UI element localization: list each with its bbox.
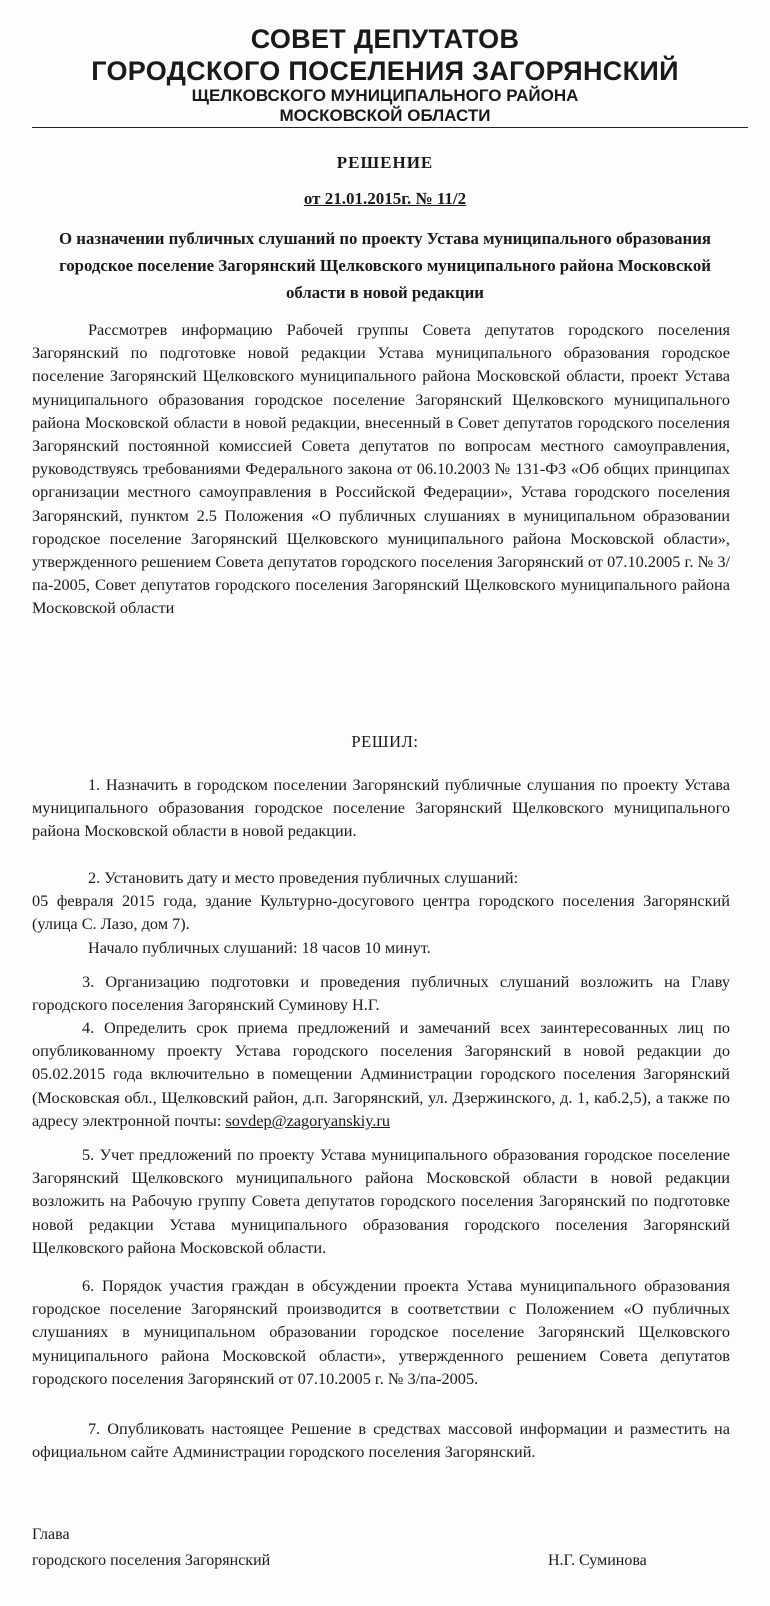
item-1: 1. Назначить в городском поселении Загорянский публичные слушания по проекту Устава муниципального образования городское поселение Загорянский Щелковского муниципального района Московской области в новой редакции. — [32, 775, 730, 841]
document-type: РЕШЕНИЕ — [336, 153, 434, 172]
signature-name: Н.Г. Суминова — [548, 1552, 647, 1569]
item-2-time: Начало публичных слушаний: 18 часов 10 минут. — [88, 938, 431, 957]
decided-heading: РЕШИЛ: — [351, 732, 419, 751]
district-title: ЩЕЛКОВСКОГО МУНИЦИПАЛЬНОГО РАЙОНА — [191, 86, 579, 105]
item-5: 5. Учет предложений по проекту Устава муниципального образования городское поселение Загорянский Щелковского муниципального района Московской области в новой редакции возложить на Рабочую группу Совета депутатов городского поселения Загорянский по подготовке новой редакции Устава муниципального образования городского поселения Загорянский Щелковского района Московской области. — [32, 1145, 730, 1257]
item-2: 2. Установить дату и место проведения публичных слушаний: — [88, 868, 519, 887]
header-divider — [32, 127, 748, 128]
email-link[interactable]: sovdep@zagoryanskiy.ru — [225, 1110, 390, 1130]
preamble-paragraph: Рассмотрев информацию Рабочей группы Совета депутатов городского поселения Загорянский по подготовке новой редакции Устава муниципального образования городское поселение Загорянский Щелковского муниципального района Московской области, проект Устава муниципального образования городское поселение Загорянский Щелковского муниципального района Московской области в новой редакции, внесенный в Совет депутатов городского поселения Загорянский постоянной комиссией Совета депутатов по вопросам местного самоуправления, руководствуясь требованиями Федерального закона от 06.10.2003 № 131-ФЗ «Об общих принципах организации местного самоуправления в Российской Федерации», Устава городского поселения Загорянский, пунктом 2.5 Положения «О публичных слушаниях в муниципальном образовании городское поселение Загорянский Щелковского муниципального района Московской области», утвержденного решением Совета депутатов городского поселения Загорянский от 07.10.2005 г. № 3/па-2005, Совет депутатов городского поселения Загорянский Щелковского муниципального района Московской области — [32, 320, 730, 618]
document-subject: О назначении публичных слушаний по проекту Устава муниципального образования городское поселение Загорянский Щелковского муниципального района Московской области в новой редакции — [59, 229, 711, 302]
council-title: СОВЕТ ДЕПУТАТОВ — [250, 24, 520, 54]
item-4: 4. Определить срок приема предложений и замечаний всех заинтересованных лиц по опубликованному проекту Устава городского поселения Загорянский в новой редакции до 05.02.2015 года включительно в помещении Администрации городского поселения Загорянский (Московская обл., Щелковский район, д.п. Загорянский, ул. Дзержинского, д. 1, каб.2,5), а также по адресу электронной почты: sovdep@zagoryanskiy.ru — [32, 1018, 730, 1130]
settlement-title: ГОРОДСКОГО ПОСЕЛЕНИЯ ЗАГОРЯНСКИЙ — [91, 56, 679, 86]
item-7: 7. Опубликовать настоящее Решение в средствах массовой информации и разместить на официальном сайте Администрации городского поселения Загорянский. — [32, 1419, 730, 1462]
signature-title-line2: городского поселения Загорянский — [32, 1552, 271, 1569]
region-title: МОСКОВСКОЙ ОБЛАСТИ — [279, 106, 491, 125]
signature-title-line1: Глава — [32, 1526, 70, 1543]
item-3: 3. Организацию подготовки и проведения публичных слушаний возложить на Главу городского поселения Загорянский Суминову Н.Г. — [32, 972, 730, 1015]
item-6: 6. Порядок участия граждан в обсуждении проекта Устава муниципального образования городское поселение Загорянский производится в соответствии с Положением «О публичных слушаниях в муниципальном образовании городское поселение Загорянский Щелковского муниципального района Московской области», утвержденного решением Совета депутатов городского поселения Загорянский от 07.10.2005 г. № 3/па-2005. — [32, 1276, 730, 1388]
document-date-number: от 21.01.2015г. № 11/2 — [303, 189, 467, 208]
item-2-detail: 05 февраля 2015 года, здание Культурно-досугового центра городского поселения Загорянский (улица С. Лазо, дом 7). — [32, 891, 730, 934]
